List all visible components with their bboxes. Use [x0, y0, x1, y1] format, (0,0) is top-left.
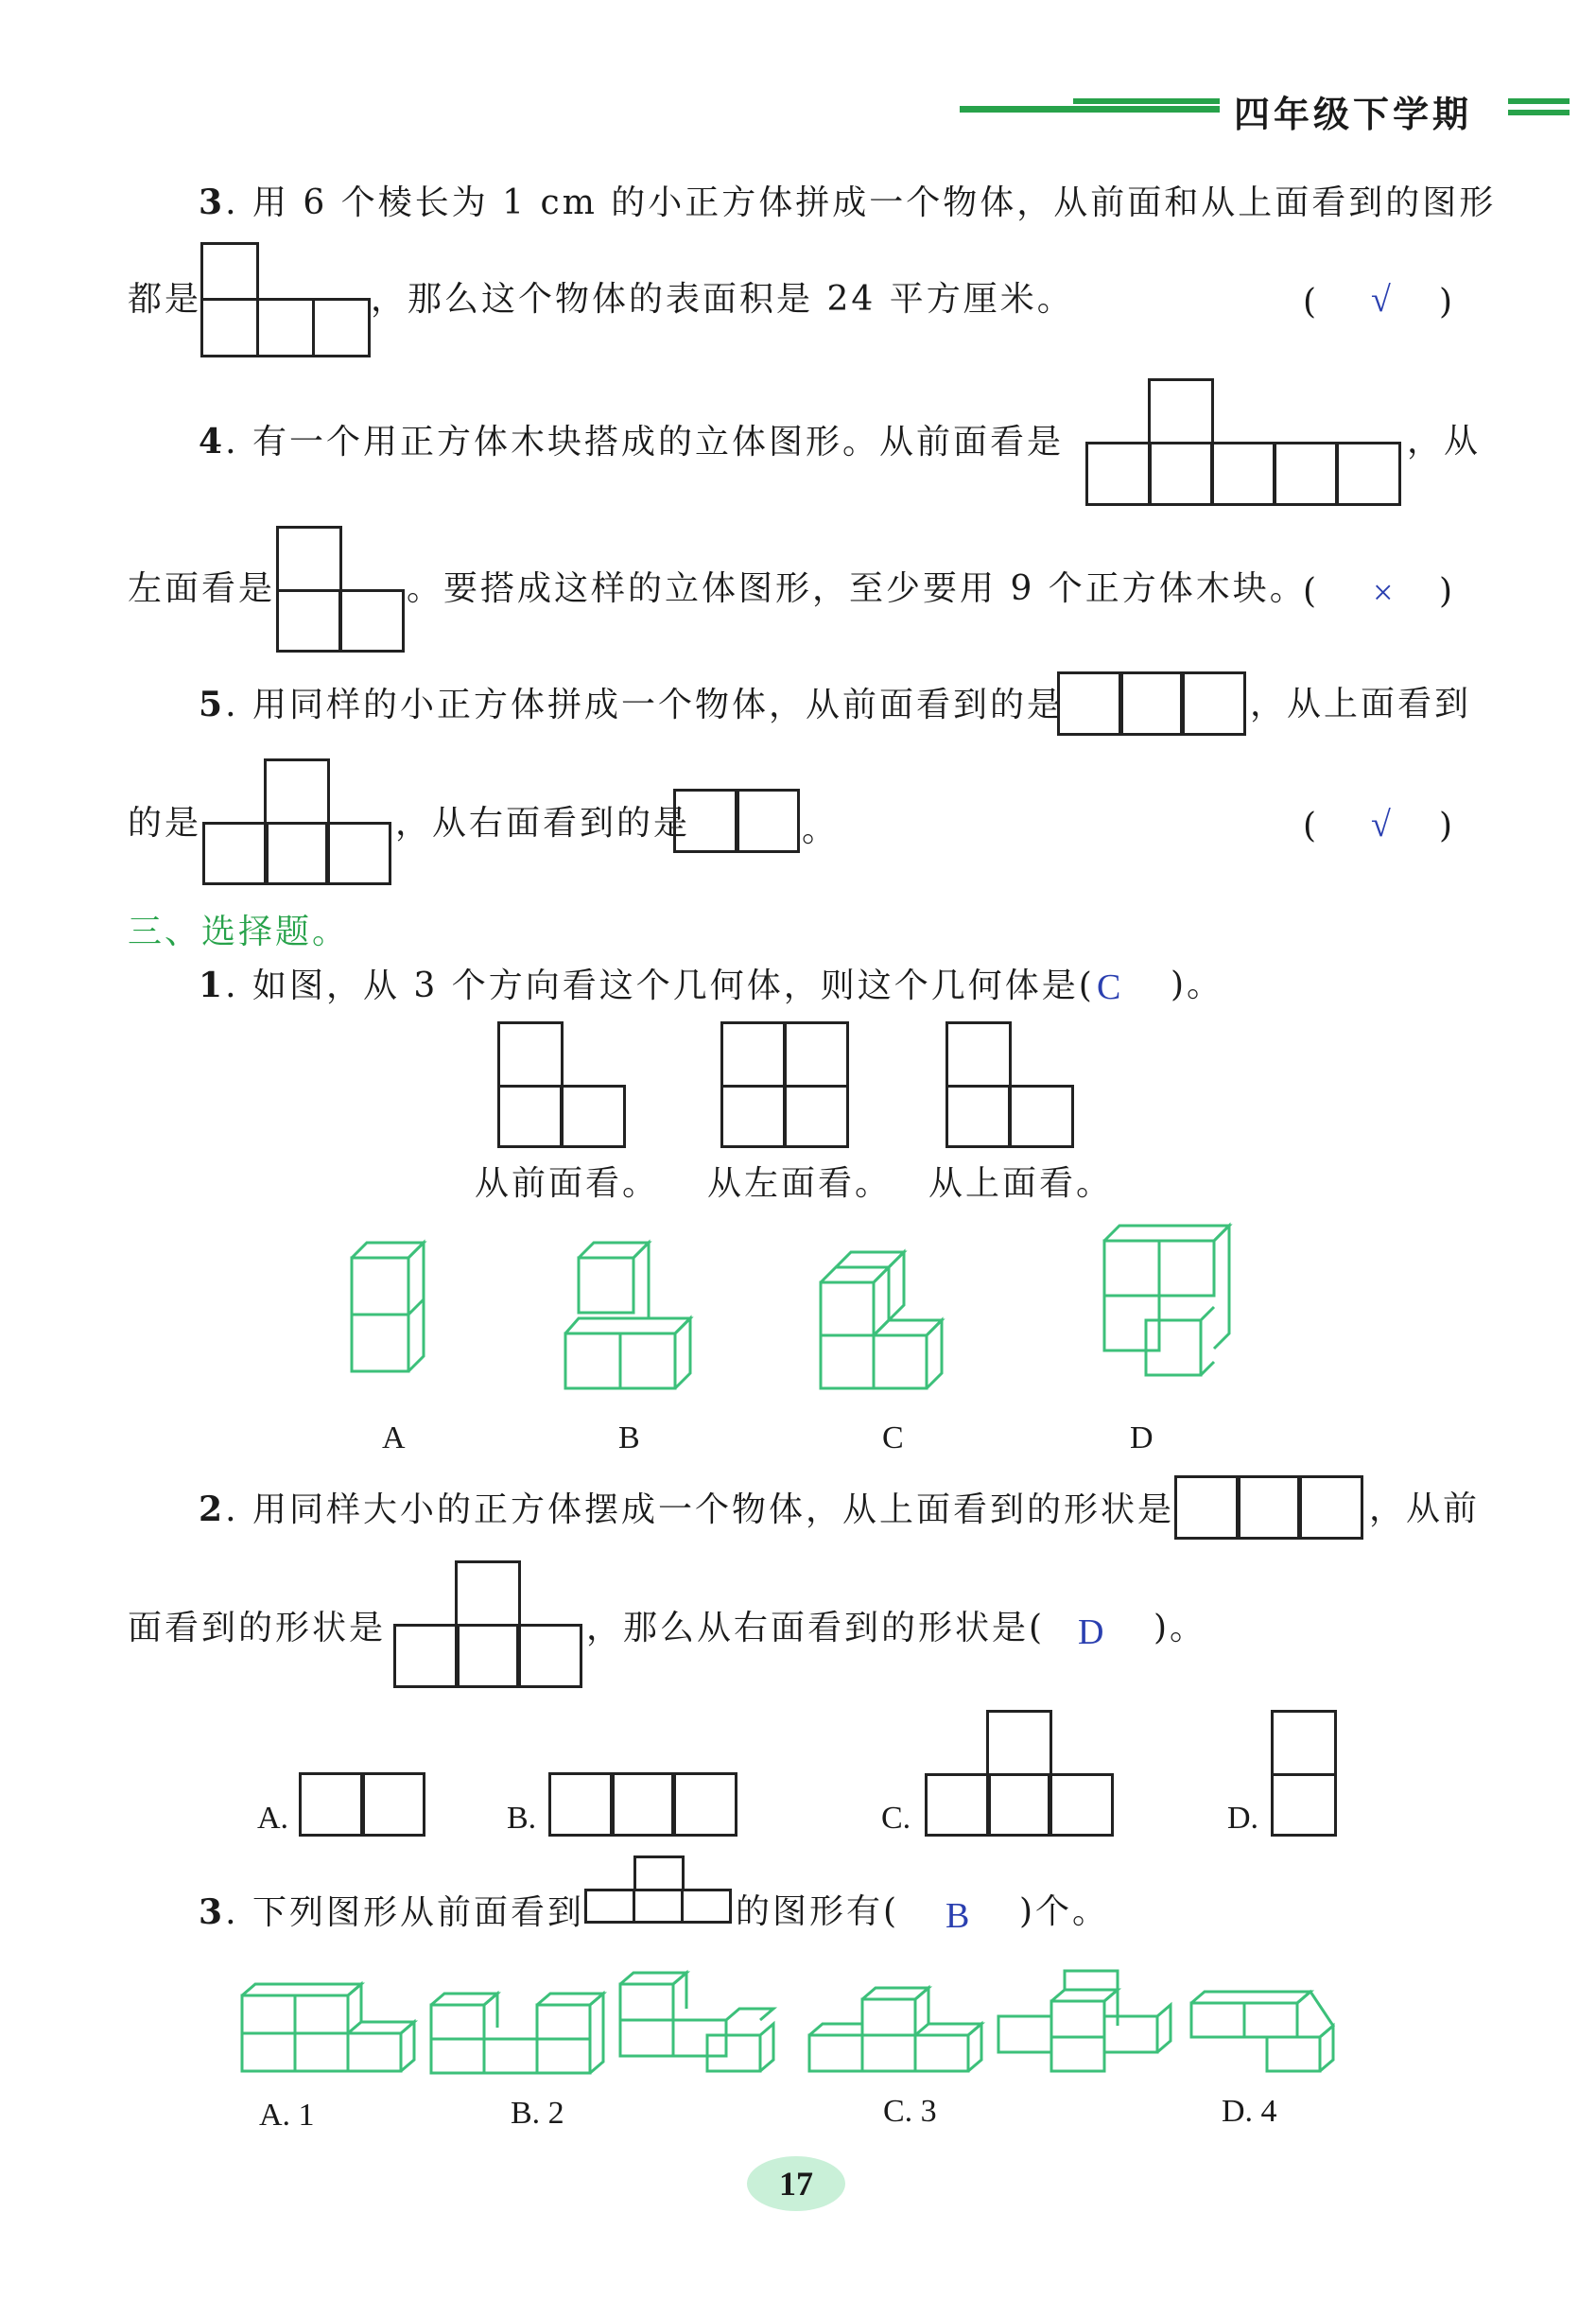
c2-option-c-shape: [925, 1710, 1114, 1837]
q4-paren-close: ): [1439, 572, 1453, 611]
grid-cell: [1148, 442, 1214, 506]
grid-cell: [633, 1855, 685, 1891]
c2-option-b-label: B.: [507, 1801, 537, 1836]
c3-after: )个。: [1019, 1892, 1110, 1931]
c2-option-a-shape: [299, 1772, 425, 1837]
grid-cell: [264, 758, 330, 825]
header-line-left: [960, 106, 1220, 113]
c1-front-view: [497, 1021, 626, 1148]
grid-cell: [986, 1773, 1052, 1837]
q5-paren-close: ): [1439, 807, 1453, 845]
header-line-right2: [1508, 110, 1570, 115]
c3-figure-3: [620, 1973, 773, 2071]
grid-cell: [202, 822, 269, 885]
c1-view-label-front: 从前面看。: [475, 1164, 660, 1203]
c3-figure-6: [1191, 1992, 1333, 2071]
grid-cell: [1174, 1475, 1240, 1540]
grid-cell: [276, 526, 342, 592]
c2-option-d-shape: [1271, 1710, 1337, 1837]
grid-cell: [338, 589, 405, 653]
q4-left-shape: [276, 526, 405, 653]
grid-cell: [671, 1772, 737, 1837]
c1-option-figures: [331, 1220, 1276, 1419]
grid-cell: [497, 1021, 564, 1088]
q3-paren-open: (: [1303, 283, 1317, 322]
q5-line1b: ，从上面看到: [1250, 685, 1472, 723]
grid-cell: [325, 822, 391, 885]
grid-cell: [312, 298, 371, 357]
q3-answer: √: [1371, 280, 1391, 320]
grid-cell: [735, 789, 800, 853]
c1-option-d-figure: [1104, 1226, 1229, 1375]
q5-line2a: 的是: [128, 804, 202, 843]
c1-option-b-figure: [565, 1243, 690, 1388]
c2-answer: D: [1078, 1612, 1104, 1652]
c3-option-a: A. 1: [259, 2098, 315, 2133]
q4-answer: ×: [1373, 573, 1394, 613]
grid-cell: [1271, 1710, 1337, 1776]
q3-line2a: 都是: [128, 280, 202, 319]
header-line-right: [1508, 98, 1570, 104]
q4-line1: 4. 有一个用正方体木块搭成的立体图形。从前面看是: [199, 422, 1064, 462]
q4-line2b: 。要搭成这样的立体图形，至少要用 9 个正方体木块。: [407, 569, 1307, 608]
grid-cell: [945, 1085, 1012, 1148]
c2-after: )。: [1154, 1609, 1207, 1647]
c3-figure-4: [809, 1988, 981, 2071]
header-title: 四年级下学期: [1234, 94, 1473, 135]
grid-cell: [497, 1085, 564, 1148]
c2-line2a: 面看到的形状是: [128, 1609, 387, 1647]
grid-cell: [1297, 1475, 1363, 1540]
q5-answer: √: [1371, 805, 1391, 845]
q3-shape: [200, 242, 371, 357]
c3-shape: [584, 1855, 732, 1924]
grid-cell: [720, 1085, 787, 1148]
q3-paren-close: ): [1439, 283, 1453, 322]
grid-cell: [1210, 442, 1276, 506]
q3-line1: 3. 用 6 个棱长为 1 cm 的小正方体拼成一个物体，从前面和从上面看到的图形: [199, 183, 1497, 222]
c3-option-figures: [236, 1958, 1371, 2081]
grid-cell: [548, 1772, 615, 1837]
q5-line1: 5. 用同样的小正方体拼成一个物体，从前面看到的是: [199, 685, 1064, 724]
grid-cell: [1335, 442, 1401, 506]
grid-cell: [256, 298, 315, 357]
c1-left-view: [720, 1021, 849, 1148]
grid-cell: [1148, 378, 1214, 444]
page-number: 17: [779, 2165, 813, 2203]
c3-option-b: B. 2: [511, 2096, 564, 2131]
c1-option-a: A: [382, 1420, 406, 1455]
grid-cell: [200, 242, 259, 301]
q5-top-shape: [202, 758, 391, 885]
c1-option-b: B: [618, 1420, 640, 1455]
grid-cell: [1057, 671, 1123, 736]
grid-cell: [584, 1889, 635, 1924]
grid-cell: [1236, 1475, 1302, 1540]
c1-question: 1. 如图，从 3 个方向看这个几何体，则这个几何体是(: [199, 966, 1095, 1005]
c1-option-c-figure: [821, 1252, 942, 1388]
c2-line1b: ，从前: [1369, 1490, 1481, 1528]
grid-cell: [1119, 671, 1185, 736]
c2-option-d-label: D.: [1227, 1801, 1259, 1836]
q5-line2b: ，从右面看到的是: [395, 804, 691, 843]
q5-line2c: 。: [802, 810, 840, 849]
c2-line1: 2. 用同样大小的正方体摆成一个物体，从上面看到的形状是: [199, 1490, 1174, 1529]
grid-cell: [783, 1085, 849, 1148]
grid-cell: [1273, 442, 1339, 506]
grid-cell: [681, 1889, 732, 1924]
grid-cell: [610, 1772, 676, 1837]
c1-after: )。: [1171, 966, 1224, 1004]
c3-figure-2: [431, 1994, 603, 2073]
grid-cell: [560, 1085, 626, 1148]
c3-line: 3. 下列图形从前面看到: [199, 1892, 584, 1932]
c1-option-a-figure: [352, 1243, 424, 1371]
q4-line1b: ，从: [1407, 422, 1482, 461]
q4-line2a: 左面看是: [128, 569, 276, 608]
c2-option-b-shape: [548, 1772, 737, 1837]
q4-paren-open: (: [1303, 572, 1317, 611]
grid-cell: [783, 1021, 849, 1088]
section-title: 三、选择题。: [128, 913, 350, 951]
q5-paren-open: (: [1303, 807, 1317, 845]
c1-view-label-left: 从左面看。: [707, 1164, 893, 1203]
c1-view-label-top: 从上面看。: [928, 1164, 1114, 1203]
header-line-left-thin: [1073, 98, 1220, 104]
c3-option-d: D. 4: [1222, 2094, 1277, 2129]
c3-figure-5: [998, 1971, 1171, 2071]
c3-answer: B: [945, 1896, 970, 1936]
c3-figure-1: [242, 1984, 414, 2071]
c1-option-d: D: [1130, 1420, 1154, 1455]
c1-top-view: [945, 1021, 1074, 1148]
c2-line2b: ，那么从右面看到的形状是(: [586, 1609, 1046, 1647]
grid-cell: [360, 1772, 425, 1837]
c2-option-a-label: A.: [257, 1801, 289, 1836]
grid-cell: [1180, 671, 1246, 736]
grid-cell: [299, 1772, 365, 1837]
q4-front-shape: [1085, 378, 1402, 506]
grid-cell: [455, 1624, 521, 1688]
grid-cell: [200, 298, 259, 357]
grid-cell: [673, 789, 739, 853]
grid-cell: [455, 1560, 521, 1627]
c1-answer: C: [1097, 967, 1121, 1007]
grid-cell: [986, 1710, 1052, 1776]
q3-line2b: ，那么这个物体的表面积是 24 平方厘米。: [371, 280, 1074, 319]
grid-cell: [516, 1624, 582, 1688]
grid-cell: [1085, 442, 1152, 506]
c1-option-c: C: [882, 1420, 904, 1455]
grid-cell: [925, 1773, 991, 1837]
grid-cell: [1048, 1773, 1114, 1837]
grid-cell: [393, 1624, 460, 1688]
c2-top-shape: [1174, 1475, 1363, 1540]
grid-cell: [276, 589, 342, 653]
c3-option-c: C. 3: [883, 2094, 937, 2129]
grid-cell: [720, 1021, 787, 1088]
q5-right-shape: [673, 789, 800, 853]
c3-line-b: 的图形有(: [736, 1892, 900, 1931]
grid-cell: [1008, 1085, 1074, 1148]
c2-option-c-label: C.: [881, 1801, 911, 1836]
grid-cell: [633, 1889, 684, 1924]
grid-cell: [945, 1021, 1012, 1088]
grid-cell: [1271, 1773, 1337, 1837]
grid-cell: [264, 822, 330, 885]
q5-front-shape: [1057, 671, 1246, 736]
c2-front-shape: [393, 1560, 582, 1688]
